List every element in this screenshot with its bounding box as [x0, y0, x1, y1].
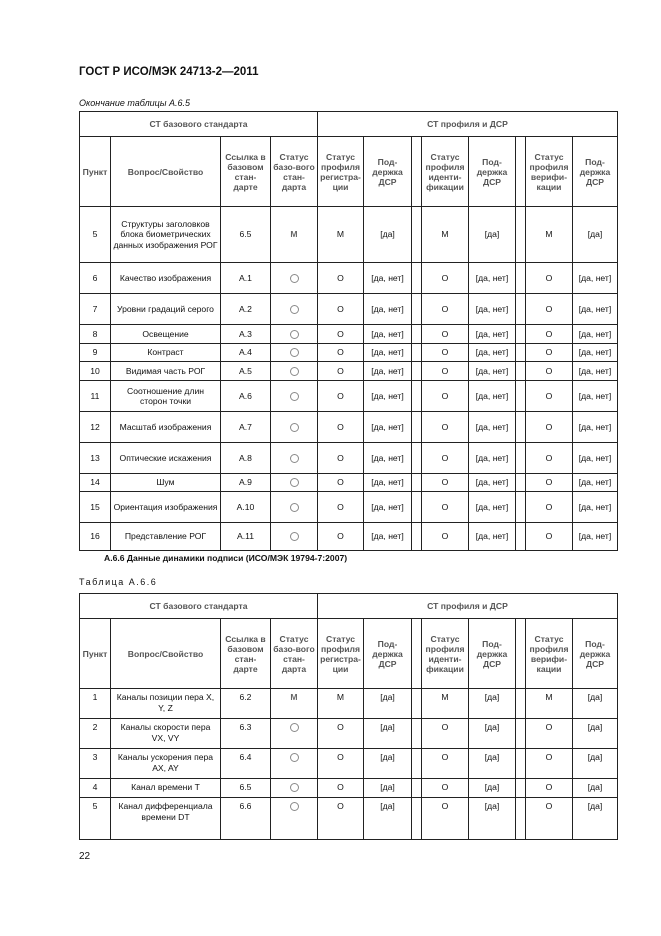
cell-ident-support: [да, нет]	[469, 443, 516, 474]
col-separator	[516, 294, 526, 325]
cell-reg-status: O	[318, 474, 364, 492]
cell-verif-support: [да, нет]	[573, 294, 618, 325]
group-profile: СТ профиля и ДСР	[318, 594, 618, 619]
cell-ident-status: O	[422, 412, 469, 443]
cell-base-status	[271, 344, 318, 362]
col-ident-status: Статус профиля иденти-фикации	[422, 137, 469, 207]
col-separator	[412, 719, 422, 749]
col-separator	[412, 381, 422, 412]
cell-verif-status: M	[526, 207, 573, 263]
cell-base-status	[271, 474, 318, 492]
cell-ref: А.9	[221, 474, 271, 492]
cell-ident-status: O	[422, 294, 469, 325]
cell-ident-support: [да]	[469, 719, 516, 749]
cell-item: 16	[80, 523, 111, 551]
cell-question: Качество изображения	[111, 263, 221, 294]
table-row	[80, 719, 618, 749]
cell-ident-status: M	[422, 689, 469, 719]
col-separator	[412, 362, 422, 381]
col-ident-support: Под-держка ДСР	[469, 619, 516, 689]
cell-verif-status: O	[526, 263, 573, 294]
cell-verif-status: O	[526, 798, 573, 840]
cell-item: 12	[80, 412, 111, 443]
cell-reg-status: O	[318, 362, 364, 381]
cell-reg-status: O	[318, 344, 364, 362]
cell-base-status	[271, 263, 318, 294]
col-separator	[516, 798, 526, 840]
cell-verif-support: [да, нет]	[573, 362, 618, 381]
cell-verif-support: [да, нет]	[573, 344, 618, 362]
col-verif-support: Под-держка ДСР	[573, 137, 618, 207]
col-item: Пункт	[80, 137, 111, 207]
cell-question: Каналы ускорения пера AX, AY	[111, 749, 221, 779]
col-reg-support: Под-держка ДСР	[364, 619, 412, 689]
cell-ident-support: [да]	[469, 749, 516, 779]
cell-item: 14	[80, 474, 111, 492]
cell-ident-support: [да, нет]	[469, 474, 516, 492]
base-status-value	[290, 503, 299, 512]
cell-base-status	[271, 492, 318, 523]
base-status-value	[290, 532, 299, 541]
cell-verif-status: O	[526, 344, 573, 362]
cell-ident-support: [да, нет]	[469, 325, 516, 344]
table-row	[80, 779, 618, 798]
cell-base-status	[271, 523, 318, 551]
cell-reg-support: [да, нет]	[364, 294, 412, 325]
table-row	[80, 492, 618, 523]
cell-ref: А.3	[221, 325, 271, 344]
col-separator	[516, 362, 526, 381]
base-status-value	[290, 274, 299, 283]
cell-ident-support: [да, нет]	[469, 523, 516, 551]
cell-reg-status: O	[318, 294, 364, 325]
col-separator	[516, 619, 526, 689]
cell-ref: А.1	[221, 263, 271, 294]
col-separator	[412, 749, 422, 779]
col-base-status: Статус базо-вого стан-дарта	[271, 137, 318, 207]
cell-reg-status: O	[318, 798, 364, 840]
cell-item: 1	[80, 689, 111, 719]
table-row	[80, 474, 618, 492]
base-status-value	[290, 330, 299, 339]
col-verif-support: Под-держка ДСР	[573, 619, 618, 689]
base-status-value	[290, 305, 299, 314]
cell-verif-status: O	[526, 412, 573, 443]
col-separator	[516, 263, 526, 294]
base-status-value	[290, 392, 299, 401]
cell-ident-support: [да, нет]	[469, 344, 516, 362]
cell-ident-support: [да]	[469, 779, 516, 798]
col-ref: Ссылка в базовом стан-дарте	[221, 137, 271, 207]
cell-verif-support: [да]	[573, 749, 618, 779]
col-verif-status: Статус профиля верифи-кации	[526, 619, 573, 689]
cell-ref: А.6	[221, 381, 271, 412]
cell-question: Масштаб изображения	[111, 412, 221, 443]
cell-reg-support: [да]	[364, 749, 412, 779]
col-separator	[516, 719, 526, 749]
cell-verif-support: [да, нет]	[573, 492, 618, 523]
cell-question: Освещение	[111, 325, 221, 344]
cell-item: 5	[80, 207, 111, 263]
cell-ref: 6.6	[221, 798, 271, 840]
col-separator	[412, 474, 422, 492]
page-number: 22	[79, 851, 91, 862]
table-row	[80, 325, 618, 344]
cell-verif-support: [да, нет]	[573, 325, 618, 344]
col-separator	[412, 619, 422, 689]
cell-question: Ориентация изображения	[111, 492, 221, 523]
cell-reg-status: O	[318, 325, 364, 344]
cell-verif-status: O	[526, 325, 573, 344]
cell-verif-support: [да, нет]	[573, 474, 618, 492]
cell-ident-support: [да]	[469, 798, 516, 840]
cell-reg-support: [да, нет]	[364, 492, 412, 523]
cell-ref: А.8	[221, 443, 271, 474]
cell-question: Представление РОГ	[111, 523, 221, 551]
cell-ref: 6.3	[221, 719, 271, 749]
cell-verif-status: O	[526, 294, 573, 325]
group-base-standard: СТ базового стандарта	[80, 112, 318, 137]
cell-item: 4	[80, 779, 111, 798]
col-separator	[516, 207, 526, 263]
cell-ident-status: O	[422, 362, 469, 381]
cell-question: Видимая часть РОГ	[111, 362, 221, 381]
cell-base-status	[271, 779, 318, 798]
cell-ident-status: M	[422, 207, 469, 263]
col-separator	[412, 344, 422, 362]
col-separator	[412, 325, 422, 344]
col-separator	[412, 689, 422, 719]
base-status-value	[290, 478, 299, 487]
cell-verif-support: [да, нет]	[573, 381, 618, 412]
cell-ref: А.7	[221, 412, 271, 443]
cell-reg-status: O	[318, 749, 364, 779]
col-reg-status: Статус профиля регистра-ции	[318, 137, 364, 207]
cell-reg-status: O	[318, 492, 364, 523]
col-separator	[412, 443, 422, 474]
cell-item: 13	[80, 443, 111, 474]
cell-reg-status: M	[318, 689, 364, 719]
col-separator	[516, 325, 526, 344]
base-status-value	[290, 423, 299, 432]
col-question: Вопрос/Свойство	[111, 137, 221, 207]
cell-item: 10	[80, 362, 111, 381]
col-separator	[516, 474, 526, 492]
col-separator	[412, 263, 422, 294]
cell-question: Каналы позиции пера X, Y, Z	[111, 689, 221, 719]
base-status-value	[290, 802, 299, 811]
table-a65-end	[79, 111, 618, 551]
cell-ref: 6.2	[221, 689, 271, 719]
cell-verif-status: O	[526, 719, 573, 749]
cell-ref: А.10	[221, 492, 271, 523]
cell-base-status	[271, 294, 318, 325]
cell-question: Структуры заголовков блока биометрических данных изображения РОГ	[111, 207, 221, 263]
cell-question: Канал дифференциала времени DT	[111, 798, 221, 840]
col-question: Вопрос/Свойство	[111, 619, 221, 689]
cell-verif-support: [да, нет]	[573, 412, 618, 443]
cell-base-status	[271, 325, 318, 344]
col-reg-status: Статус профиля регистра-ции	[318, 619, 364, 689]
cell-ident-status: O	[422, 325, 469, 344]
cell-ident-support: [да, нет]	[469, 492, 516, 523]
base-status-value	[290, 367, 299, 376]
col-separator	[412, 779, 422, 798]
cell-ident-status: O	[422, 492, 469, 523]
cell-question: Шум	[111, 474, 221, 492]
cell-item: 5	[80, 798, 111, 840]
cell-ref: 6.5	[221, 779, 271, 798]
cell-question: Канал времени T	[111, 779, 221, 798]
cell-reg-support: [да]	[364, 779, 412, 798]
cell-base-status	[271, 207, 318, 263]
cell-verif-support: [да, нет]	[573, 263, 618, 294]
col-verif-status: Статус профиля верифи-кации	[526, 137, 573, 207]
cell-question: Оптические искажения	[111, 443, 221, 474]
cell-verif-status: O	[526, 523, 573, 551]
col-separator	[412, 523, 422, 551]
table-a66	[79, 593, 618, 840]
cell-ident-status: O	[422, 474, 469, 492]
cell-item: 15	[80, 492, 111, 523]
cell-ident-support: [да, нет]	[469, 362, 516, 381]
cell-item: 11	[80, 381, 111, 412]
col-separator	[516, 137, 526, 207]
col-separator	[516, 689, 526, 719]
table-row	[80, 344, 618, 362]
base-status-value	[290, 454, 299, 463]
cell-ref: А.11	[221, 523, 271, 551]
base-status-value	[290, 348, 299, 357]
cell-reg-support: [да, нет]	[364, 523, 412, 551]
base-status-value: M	[290, 692, 298, 702]
cell-ident-support: [да, нет]	[469, 412, 516, 443]
table-row	[80, 443, 618, 474]
cell-ref: А.2	[221, 294, 271, 325]
cell-reg-support: [да, нет]	[364, 474, 412, 492]
col-ident-support: Под-держка ДСР	[469, 137, 516, 207]
col-separator	[412, 207, 422, 263]
cell-base-status	[271, 749, 318, 779]
base-status-value	[290, 723, 299, 732]
col-reg-support: Под-держка ДСР	[364, 137, 412, 207]
cell-base-status	[271, 689, 318, 719]
col-separator	[516, 344, 526, 362]
cell-ident-support: [да]	[469, 689, 516, 719]
col-separator	[516, 381, 526, 412]
cell-ident-status: O	[422, 263, 469, 294]
cell-item: 9	[80, 344, 111, 362]
cell-base-status	[271, 443, 318, 474]
cell-ident-status: O	[422, 344, 469, 362]
cell-item: 3	[80, 749, 111, 779]
cell-verif-support: [да]	[573, 798, 618, 840]
col-separator	[516, 779, 526, 798]
cell-verif-status: O	[526, 362, 573, 381]
table-row	[80, 412, 618, 443]
cell-verif-status: O	[526, 749, 573, 779]
cell-verif-status: O	[526, 381, 573, 412]
cell-ident-status: O	[422, 719, 469, 749]
cell-question: Соотношение длин сторон точки	[111, 381, 221, 412]
cell-ident-status: O	[422, 779, 469, 798]
col-separator	[516, 523, 526, 551]
cell-verif-support: [да, нет]	[573, 443, 618, 474]
cell-verif-support: [да]	[573, 779, 618, 798]
col-separator	[412, 294, 422, 325]
cell-reg-support: [да, нет]	[364, 362, 412, 381]
cell-item: 2	[80, 719, 111, 749]
cell-ident-status: O	[422, 798, 469, 840]
cell-reg-status: O	[318, 443, 364, 474]
cell-item: 6	[80, 263, 111, 294]
table-row	[80, 294, 618, 325]
table-row	[80, 798, 618, 840]
col-separator	[516, 443, 526, 474]
cell-verif-status: M	[526, 689, 573, 719]
cell-ref: 6.4	[221, 749, 271, 779]
cell-reg-support: [да, нет]	[364, 381, 412, 412]
cell-verif-status: O	[526, 492, 573, 523]
col-separator	[412, 492, 422, 523]
col-separator	[516, 412, 526, 443]
cell-reg-support: [да]	[364, 719, 412, 749]
cell-reg-support: [да, нет]	[364, 443, 412, 474]
cell-reg-support: [да]	[364, 798, 412, 840]
col-separator	[412, 798, 422, 840]
cell-ident-support: [да]	[469, 207, 516, 263]
col-base-status: Статус базо-вого стан-дарта	[271, 619, 318, 689]
cell-reg-status: O	[318, 412, 364, 443]
document-title: ГОСТ Р ИСО/МЭК 24713-2—2011	[79, 66, 259, 78]
cell-base-status	[271, 719, 318, 749]
cell-item: 8	[80, 325, 111, 344]
cell-ident-status: O	[422, 381, 469, 412]
cell-base-status	[271, 362, 318, 381]
col-separator	[412, 137, 422, 207]
cell-ident-support: [да, нет]	[469, 263, 516, 294]
cell-reg-support: [да, нет]	[364, 344, 412, 362]
cell-reg-status: M	[318, 207, 364, 263]
col-separator	[516, 749, 526, 779]
cell-ref: А.4	[221, 344, 271, 362]
cell-verif-support: [да]	[573, 207, 618, 263]
cell-reg-status: O	[318, 779, 364, 798]
col-separator	[412, 412, 422, 443]
cell-base-status	[271, 412, 318, 443]
group-profile: СТ профиля и ДСР	[318, 112, 618, 137]
table-row	[80, 523, 618, 551]
cell-question: Уровни градаций серого	[111, 294, 221, 325]
cell-item: 7	[80, 294, 111, 325]
table-row	[80, 749, 618, 779]
cell-ref: 6.5	[221, 207, 271, 263]
table-row	[80, 381, 618, 412]
group-base-standard: СТ базового стандарта	[80, 594, 318, 619]
table-row	[80, 689, 618, 719]
cell-ident-support: [да, нет]	[469, 381, 516, 412]
cell-reg-status: O	[318, 263, 364, 294]
col-ref: Ссылка в базовом стан-дарте	[221, 619, 271, 689]
cell-reg-status: O	[318, 719, 364, 749]
cell-verif-status: O	[526, 474, 573, 492]
table-row	[80, 263, 618, 294]
cell-verif-support: [да, нет]	[573, 523, 618, 551]
table-row	[80, 362, 618, 381]
section-heading: А.6.6 Данные динамики подписи (ИСО/МЭК 19794-7:2007)	[104, 553, 348, 563]
cell-reg-support: [да]	[364, 689, 412, 719]
cell-verif-status: O	[526, 443, 573, 474]
cell-question: Контраст	[111, 344, 221, 362]
cell-reg-support: [да, нет]	[364, 263, 412, 294]
cell-ident-support: [да, нет]	[469, 294, 516, 325]
base-status-value	[290, 783, 299, 792]
cell-ident-status: O	[422, 749, 469, 779]
col-item: Пункт	[80, 619, 111, 689]
cell-reg-support: [да, нет]	[364, 412, 412, 443]
cell-base-status	[271, 381, 318, 412]
col-ident-status: Статус профиля иденти-фикации	[422, 619, 469, 689]
cell-reg-support: [да, нет]	[364, 325, 412, 344]
base-status-value: M	[290, 229, 298, 240]
cell-reg-support: [да]	[364, 207, 412, 263]
cell-ident-status: O	[422, 443, 469, 474]
table-caption: Окончание таблицы А.6.5	[79, 98, 190, 108]
table-row	[80, 207, 618, 263]
cell-base-status	[271, 798, 318, 840]
cell-question: Каналы скорости пера VX, VY	[111, 719, 221, 749]
cell-ident-status: O	[422, 523, 469, 551]
table-label: Таблица А.6.6	[79, 577, 158, 587]
cell-reg-status: O	[318, 523, 364, 551]
cell-ref: А.5	[221, 362, 271, 381]
base-status-value	[290, 753, 299, 762]
cell-verif-support: [да]	[573, 689, 618, 719]
cell-verif-status: O	[526, 779, 573, 798]
cell-reg-status: O	[318, 381, 364, 412]
cell-verif-support: [да]	[573, 719, 618, 749]
col-separator	[516, 492, 526, 523]
